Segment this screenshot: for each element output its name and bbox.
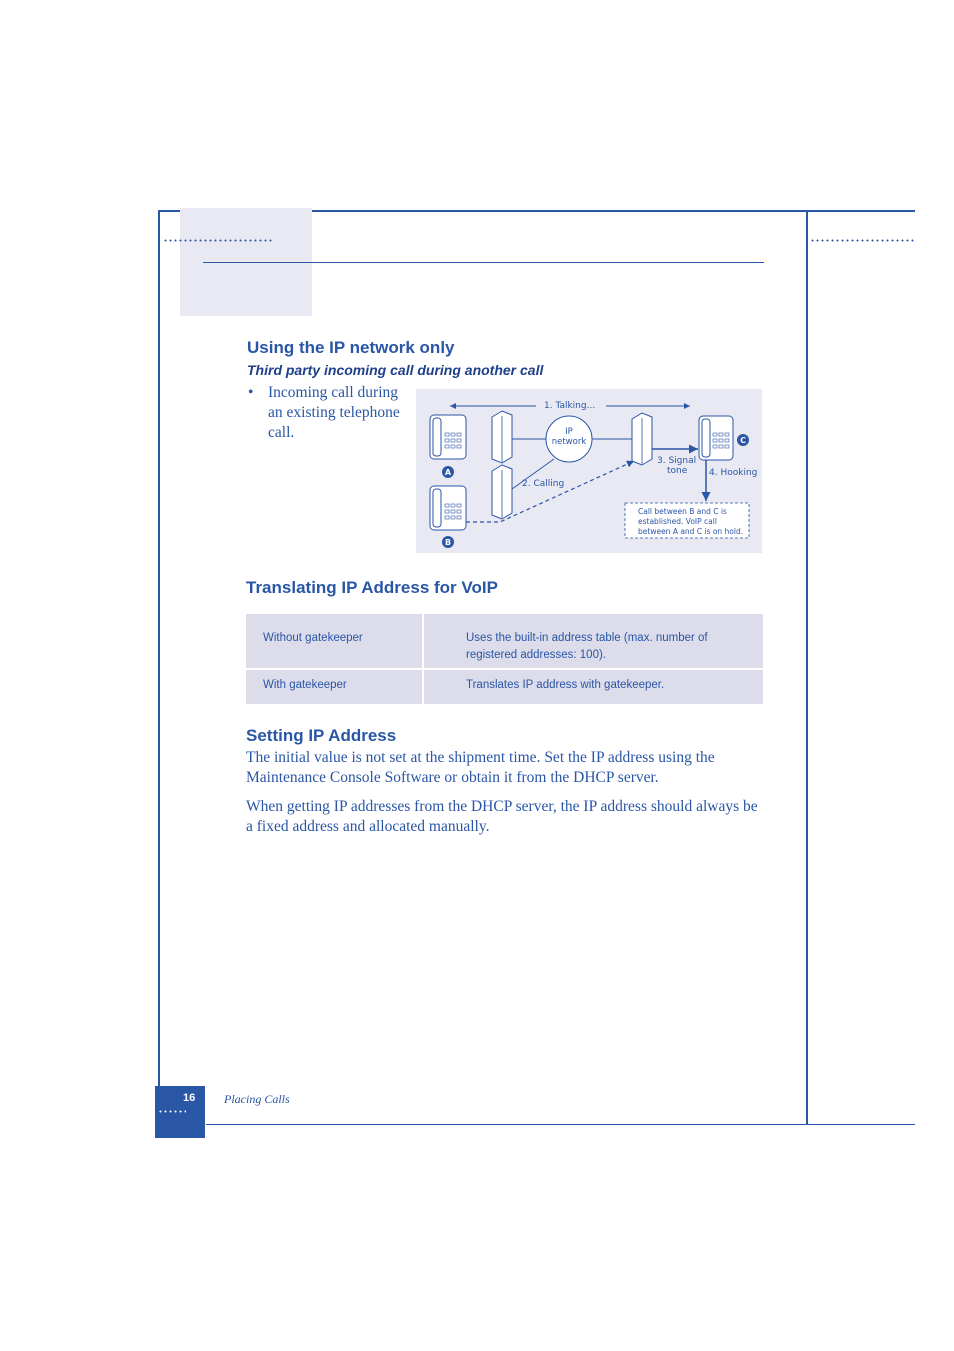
section-title-setting-ip: Setting IP Address	[246, 726, 397, 745]
desc-label: Translates IP address with gatekeeper.	[466, 679, 665, 691]
gatekeeper-table	[246, 614, 763, 704]
badge-b-label: B	[444, 538, 452, 547]
header-dots-right	[810, 239, 915, 242]
table-cell-mode	[246, 614, 423, 669]
badge-a-label: A	[444, 468, 452, 477]
note-line-1: Call between B and C is	[638, 507, 727, 516]
page-number: 16	[183, 1092, 196, 1104]
label-tone: tone	[667, 466, 688, 476]
label-calling: 2. Calling	[522, 479, 565, 489]
table-row	[246, 614, 763, 669]
frame-bottom-rule	[206, 1124, 915, 1125]
call-diagram	[416, 389, 762, 553]
footer-dots	[158, 1110, 186, 1113]
frame-top-rule-right	[312, 210, 915, 212]
call-diagram-svg	[416, 389, 762, 553]
table-cell-mode	[246, 669, 423, 704]
label-ip: IP	[565, 427, 573, 437]
section-subtitle: Third party incoming call during another call	[247, 362, 544, 378]
label-talking: 1. Talking...	[544, 401, 596, 411]
section-title-ip-network: Using the IP network only	[247, 338, 455, 357]
phone-b-icon	[430, 486, 466, 530]
header-rule	[203, 262, 764, 263]
gateway-b-icon	[492, 465, 512, 519]
section-title-translating: Translating IP Address for VoIP	[246, 578, 498, 597]
paragraph-1: The initial value is not set at the shipment time. Set the IP address using the Maintenance Console Software or obtain it from the DHCP server.	[246, 749, 715, 786]
gateway-c-icon	[632, 413, 652, 465]
frame-top-rule	[158, 210, 180, 212]
header-dots-left	[163, 239, 273, 242]
table-row	[246, 669, 763, 704]
table-cell-desc	[423, 614, 763, 669]
label-signal: 3. Signal	[657, 456, 697, 466]
bullet-marker: •	[248, 384, 254, 401]
phone-c-icon	[699, 416, 733, 460]
frame-left-rule	[158, 210, 160, 1124]
label-hooking: 4. Hooking	[709, 468, 758, 478]
gateway-a-icon	[492, 411, 512, 463]
paragraph-2: When getting IP addresses from the DHCP server, the IP address should always be a fixed address and allocated manually.	[246, 798, 758, 835]
phone-a-icon	[430, 415, 466, 459]
bullet-text: Incoming call during an existing telephone call.	[268, 384, 400, 441]
note-line-2: established. VoIP call	[638, 517, 717, 526]
mode-label: Without gatekeeper	[263, 632, 363, 644]
label-network: network	[551, 437, 587, 447]
chapter-title: Placing Calls	[224, 1092, 290, 1106]
mode-label: With gatekeeper	[263, 679, 347, 691]
table-cell-desc	[423, 669, 763, 704]
note-line-3: between A and C is on hold.	[638, 527, 744, 536]
desc-label: Uses the built-in address table (max. number of registered addresses: 100).	[466, 632, 708, 661]
badge-c-label: C	[740, 436, 746, 445]
frame-right-rule	[806, 210, 808, 1125]
